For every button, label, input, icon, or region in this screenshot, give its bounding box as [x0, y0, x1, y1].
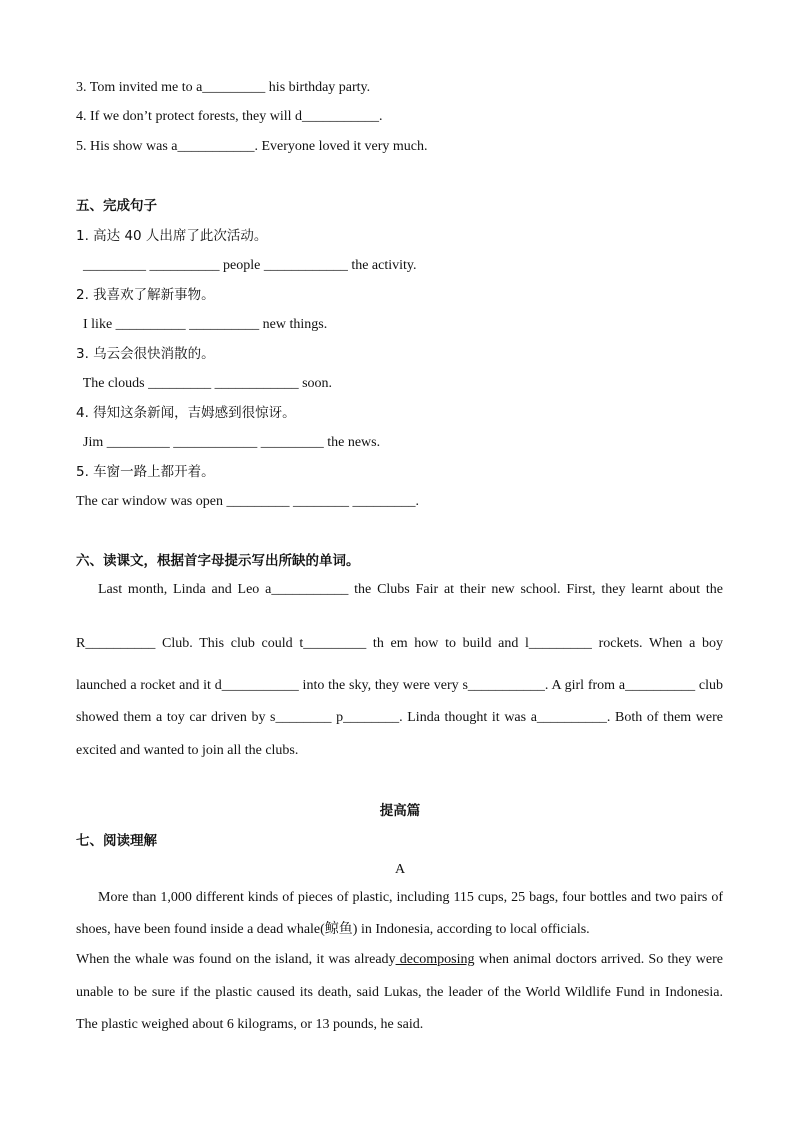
section-title: 五、完成句子	[76, 198, 157, 214]
section-title: 六、读课文，根据首字母提示写出所缺的单词。	[76, 553, 360, 569]
passage-line: More than 1,000 different kinds of pieces of plastic, including 115 cups, 25 bags, four bottles and two pairs of	[98, 890, 723, 905]
passage-text: when animal doctors arrived. So they were	[474, 952, 723, 967]
exercise-item: 3. Tom invited me to a_________ his birthday party.	[76, 80, 371, 95]
exercise-item: 4. If we don’t protect forests, they will d___________.	[76, 109, 383, 124]
passage-line: launched a rocket and it d___________ into the sky, they were very s___________. A girl from a__________ club	[76, 678, 723, 693]
passage-line: R__________ Club. This club could t_________ th em how to build and l_________ rockets. When a boy	[76, 636, 723, 651]
chinese-prompt: 4. 得知这条新闻，吉姆感到很惊讶。	[76, 405, 296, 421]
passage-line: Last month, Linda and Leo a___________ the Clubs Fair at their new school. First, they learnt about the	[98, 582, 723, 597]
chinese-prompt: 2. 我喜欢了解新事物。	[76, 287, 215, 303]
exercise-item: 5. His show was a___________. Everyone loved it very much.	[76, 139, 428, 154]
english-blank-sentence: I like __________ __________ new things.	[76, 317, 328, 332]
underlined-word: decomposing	[395, 952, 475, 967]
passage-label: A	[394, 862, 406, 877]
passage-line: shoes, have been found inside a dead whale(鲸鱼) in Indonesia, according to local officials.	[76, 922, 590, 937]
passage-line: The plastic weighed about 6 kilograms, or 13 pounds, he said.	[76, 1017, 424, 1032]
chinese-prompt: 3. 乌云会很快消散的。	[76, 346, 215, 362]
passage-line	[76, 951, 723, 969]
english-blank-sentence: Jim _________ ____________ _________ the news.	[76, 435, 381, 450]
english-blank-sentence: _________ __________ people ____________ the activity.	[76, 258, 417, 273]
section-title: 七、阅读理解	[76, 833, 157, 849]
passage-line: unable to be sure if the plastic caused its death, said Lukas, the leader of the World Wildlife Fund in Indonesia.	[76, 985, 723, 1000]
chinese-prompt: 1. 高达 40 人出席了此次活动。	[76, 228, 268, 244]
english-blank-sentence: The clouds _________ ____________ soon.	[76, 376, 333, 391]
passage-line: showed them a toy car driven by s________ p________. Linda thought it was a__________. Both of them were	[76, 710, 723, 725]
chinese-prompt: 5. 车窗一路上都开着。	[76, 464, 215, 480]
english-blank-sentence: The car window was open _________ ________ _________.	[76, 494, 419, 509]
advanced-section-label: 提高篇	[379, 803, 421, 819]
passage-line: excited and wanted to join all the clubs.	[76, 743, 299, 758]
passage-text: When the whale was found on the island, it was already	[76, 952, 396, 967]
